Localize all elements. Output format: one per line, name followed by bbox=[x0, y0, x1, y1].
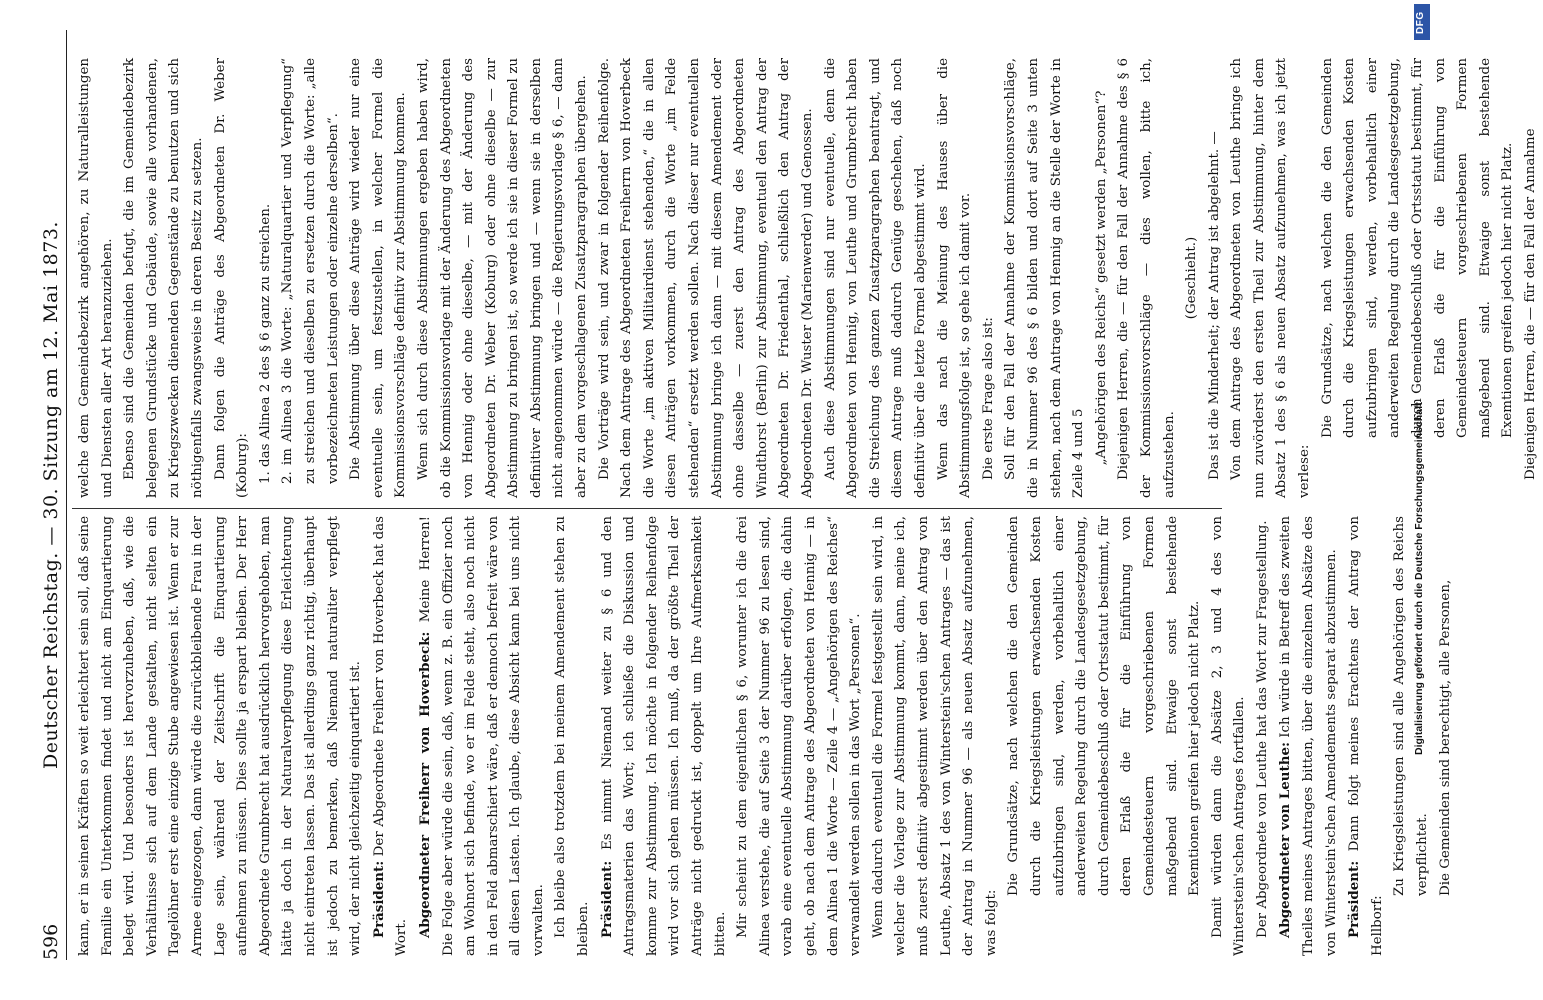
centered-line: (Geschieht.) bbox=[1184, 236, 1200, 320]
dfg-logo-text: DFG bbox=[1415, 11, 1426, 34]
speech-paragraph bbox=[1343, 516, 1389, 956]
speaker-name: Abgeordneter von Leuthe: bbox=[1277, 742, 1294, 938]
list-item: 1. das Alinea 2 des § 6 ganz zu streichen. bbox=[257, 203, 273, 484]
body-paragraph: Dann folgen die Anträge des Abgeordneten Dr. Weber (Koburg): bbox=[212, 58, 251, 498]
speech-paragraph bbox=[414, 516, 551, 956]
body-paragraph: Ebenso sind die Gemeinden befugt, die im Gemeindebezirk belegenen Grundstücke und Gebäude, sowie alle vorhandenen, zu Kriegszwecken dienenden Gegenstände zu benutzen und sich nöthigenfalls zwangsweise in deren Besitz zu setzen. bbox=[122, 58, 205, 498]
quoted-paragraph: Zu Kriegsleistungen sind alle Angehörigen des Reichs verpflichtet. bbox=[1392, 516, 1431, 896]
body-paragraph: Das ist die Minderheit; der Antrag ist abgelehnt. — bbox=[1206, 131, 1222, 480]
body-paragraph: Ich bleibe also trotzdem bei meinem Amendement stehen zu bleiben. bbox=[553, 516, 592, 956]
speaker-name: Präsident: bbox=[1346, 860, 1363, 938]
body-paragraph: Diejenigen Herren, die — für den Fall der Annahme des § 6 der Kommissionsvorschläge — dies wollen, bitte ich, aufzustehen. bbox=[1116, 58, 1177, 498]
digitization-note bbox=[1412, 10, 1432, 990]
body-paragraph: Die Vorträge wird sein, und zwar in folgender Reihenfolge. Nach dem Antrage des Abgeordneten Freiherrn von Hoverbeck die Worte „im aktiven Militairdienst stehenden,“ die in allen diesen Anträgen vorkommen, durch die Worte „im Felde stehenden“ ersetzt werden sollen. Nach dieser nur eventuellen Abstimmung bringe ich dann — mit diesem Amendement oder ohne dasselbe — zuerst den Antrag des Abgeordneten Windthorst (Berlin) zur Abstimmung, eventuell den Antrag der Abgeordneten Dr. Friedenthal, schließlich den Antrag der Abgeordneten Dr. Wuster (Marienwerder) und Genossen. bbox=[596, 58, 815, 498]
header-rule bbox=[66, 30, 67, 960]
quoted-paragraph: Die Gemeinden sind berechtigt, alle Personen, bbox=[1437, 579, 1453, 896]
page-header bbox=[40, 30, 64, 960]
body-paragraph: Damit würden dann die Absätze 2, 3 und 4 des von Winterstein'schen Antrages fortfallen. bbox=[1209, 516, 1248, 956]
speech-paragraph bbox=[596, 516, 733, 956]
digitization-text: Digitalisierung gefördert durch die Deutsche Forschungsgemeinschaft bbox=[1413, 402, 1425, 755]
body-paragraph: kann, er in seinen Kräften so weit erleichtert sein soll, daß seine Familie ein Unterkommen findet und nicht am Einquartierung belegt wird. Und besonders ist hervorzuheben, daß, wie die Verhältnisse sich auf dem Lande gestalten, nicht selten ein Tagelöhner erst eine einzige Stube angewiesen ist. Wenn er zur Armee eingezogen, dann würde die zurückbleibende Frau in der Lage sein, während der Zeitschrift die Einquartierung aufnehmen zu müssen. Dies sollte ja erspart bleiben. Der Herr Abgeordnete Grumbrecht hat ausdrücklich hervorgehoben, man hätte ja doch in der Naturalverpflegung diese Erleichterung nicht eintreten lassen. Das ist allerdings ganz richtig, überhaupt ist jedoch zu bemerken, daß Niemand naturaliter verpflegt wird, der nicht gleichzeitig einquartiert ist. bbox=[77, 516, 364, 956]
speech-text: Dann folgt meines Erachtens der Antrag von Hellborf: bbox=[1347, 516, 1385, 956]
body-paragraph: Wenn sich durch diese Abstimmungen ergeben haben wird, ob die Kommissionsvorlage mit der Änderung des Abgeordneten von Hennig oder ohne dieselbe, — mit der Änderung des Abgeordneten Dr. Weber (Koburg) oder ohne dieselbe — zur Abstimmung zu bringen ist, so werde ich sie in dieser Formel zu definitiver Abstimmung bringen und — wenn sie in derselben nicht angenommen würde — die Regierungsvorlage § 6, — dann aber zu dem vorgeschlagenen Zusatzparagraphen übergehen. bbox=[415, 58, 590, 498]
speech-text: Es nimmt Niemand weiter zu § 6 und den Antragsmaterien das Wort; ich schließe die Diskussion und komme zur Abstimmung. Ich möchte in folgender Reihenfolge wird vor sich gehen müssen. Ich muß, da der größte Theil der Anträge nicht gedruckt ist, doppelt um Ihre Aufmerksamkeit bitten. bbox=[599, 516, 728, 956]
centered-line: „Angehörigen des Reichs“ gesetzt werden „Personen“? bbox=[1093, 90, 1109, 466]
body-paragraph: Auch diese Abstimmungen sind nur eventuelle, denn die Abgeordneten von Hennig, von Leuthe und Grumbrecht haben die Streichung des ganzen Zusatzparagraphen beantragt, und diesem Antrage muß dadurch Genüge geschehen, daß noch definitiv über die letzte Formel abgestimmt wird. bbox=[822, 58, 928, 498]
body-paragraph: Die Abstimmung über diese Anträge wird wieder nur eine eventuelle sein, um festzustellen, in welcher Formel die Kommissionsvorschläge definitiv zur Abstimmung kommen. bbox=[348, 58, 409, 498]
body-paragraph: Die erste Frage also ist: bbox=[980, 317, 996, 480]
body-paragraph: Wenn dadurch eventuell die Formel festgestellt sein wird, in welcher die Vorlage zur Abstimmung kommt, dann, meine ich, muß zuerst definitiv abgestimmt werden über den Antrag von Leuthe, Absatz 1 des von Winterstein'schen Antrages — das ist der Antrag in Nummer 96 — als neuen Absatz aufzunehmen, was folgt: bbox=[870, 516, 999, 956]
body-paragraph: Diejenigen Herren, die — für den Fall der Annahme bbox=[1523, 128, 1538, 480]
body-paragraph: Soll für den Fall der Annahme der Kommissionsvorschläge, die in Nummer 96 des § 6 bilden und dort auf Seite 3 unten stehen, nach dem Antrage von Hennig an die Stelle der Worte in Zeile 4 und 5 bbox=[1003, 58, 1087, 498]
dfg-logo bbox=[1414, 4, 1430, 40]
speaker-name: Präsident: bbox=[598, 860, 615, 938]
body-paragraph: Der Abgeordnete von Leuthe hat das Wort zur Fragestellung. bbox=[1254, 520, 1270, 938]
right-column bbox=[74, 58, 1538, 498]
page-number: 596 bbox=[40, 923, 62, 960]
page-title: Deutscher Reichstag. — 30. Sitzung am 12. Mai 1873. bbox=[40, 221, 62, 769]
speaker-name: Präsident: bbox=[370, 860, 387, 938]
speech-paragraph bbox=[1274, 516, 1343, 956]
body-paragraph: Wenn das nach die Meinung des Hauses über die Abstimmungsfolge ist, so gehe ich damit vor. bbox=[935, 58, 974, 498]
body-paragraph: welche dem Gemeindebezirk angehören, zu Naturalleistungen und Diensten aller Art heranzuziehen. bbox=[77, 58, 115, 498]
quoted-paragraph: Die Grundsätze, nach welchen die den Gemeinden durch die Kriegsleistungen erwachsenden Kosten aufzubringen sind, werden, vorbehaltlich einer anderweiten Regelung durch die Landesgesetzgebung, durch Gemeindebeschluß oder Ortsstatut bestimmt, für deren Erlaß die für die Einführung von Gemeindesteuern vorgeschriebenen Formen maßgebend sind. Etwaige sonst bestehende Exemtionen greifen hier jedoch nicht Platz. bbox=[1006, 516, 1203, 896]
body-paragraph: Von dem Antrage des Abgeordneten von Leuthe bringe ich nun zuvörderst den ersten Theil zur Abstimmung, hinter dem Absatz 1 des § 6 als neuen Absatz aufzunehmen, was ich jetzt verlese: bbox=[1229, 58, 1313, 498]
speaker-name: Abgeordneter Freiherr von Hoverbeck: bbox=[416, 631, 433, 938]
quoted-paragraph: Die Grundsätze, nach welchen die den Gemeinden durch die Kriegsleistungen erwachsenden Kosten aufzubringen sind, werden, vorbehaltlich einer anderweiten Regelung durch die Landesgesetzgebung, durch Gemeindebeschluß oder Ortsstatut bestimmt, für deren Erlaß die für die Einführung von Gemeindesteuern vorgeschriebenen Formen maßgebend sind. Etwaige sonst bestehende Exemtionen greifen jedoch hier nicht Platz. bbox=[1319, 58, 1516, 438]
speech-paragraph bbox=[368, 516, 414, 956]
speech-text: Meine Herren! Die Folge aber würde die sein, daß, wenn z. B. ein Offizier noch am Wohnort sich befinde, wo er im Felde steht, also noch nicht in den Feld abmarschiert wäre, daß er dennoch befreit wäre von all diesen Lasten. Ich glaube, diese Absicht kann bei uns nicht vorwalten. bbox=[417, 516, 546, 956]
column-divider bbox=[72, 508, 1222, 509]
speech-text: Der Abgeordnete Freiherr von Hoverbeck hat das Wort. bbox=[371, 516, 410, 956]
speech-text: Ich würde in Betreff des zweiten Theiles meines Antrages bitten, über die einzelnen Absätze des von Winterstein'schen Amendements separat abzustimmen. bbox=[1278, 516, 1339, 956]
body-paragraph: Mir scheint zu dem eigentlichen § 6, worunter ich die drei Alinea verstehe, die auf Seite 3 der Nummer 96 zu lesen sind, vorab eine eventuelle Abstimmung darüber erfolgen, die dahin geht, ob nach dem Antrage des Abgeordneten von Hennig — in dem Alinea 1 die Worte — Zeile 4 — „Angehörigen des Reiches“ verwandelt werden sollen in das Wort „Personen“. bbox=[735, 516, 864, 956]
list-item: 2. im Alinea 3 die Worte: „Naturalquartier und Verpflegung“ zu streichen und dieselben zu ersetzen durch die Worte: „alle vorbezeichneten Leistungen oder einzelne derselben“. bbox=[280, 58, 341, 484]
